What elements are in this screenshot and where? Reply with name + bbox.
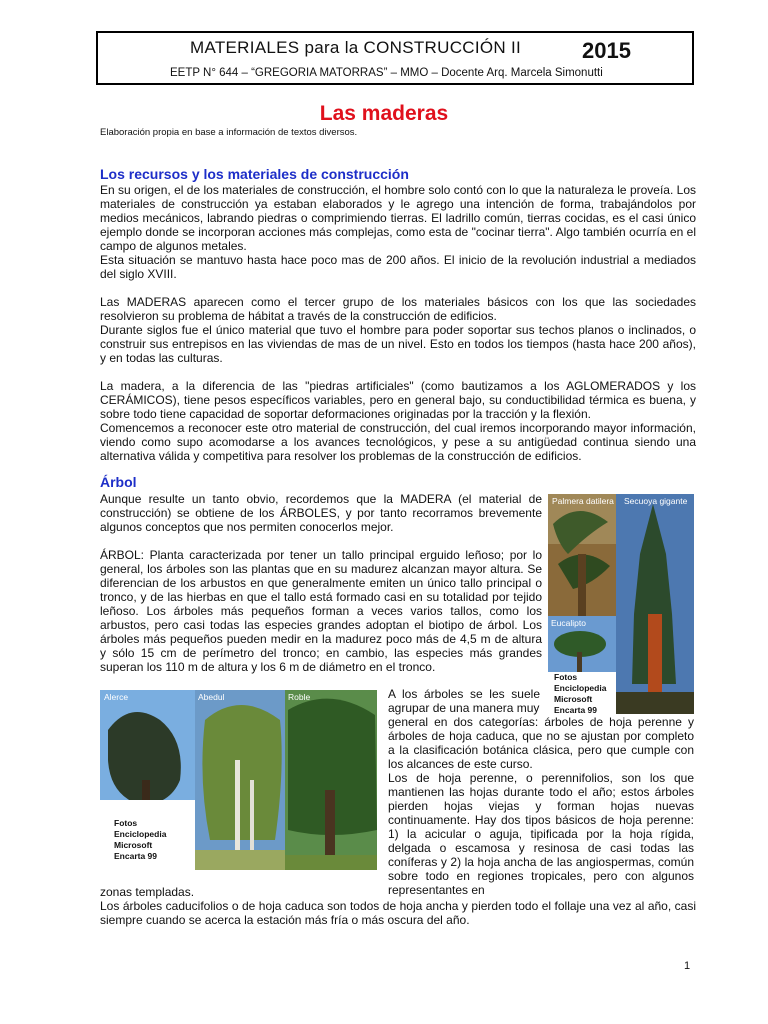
- paragraph: La madera, a la diferencia de las "piedras artificiales" (como bautizamos a los AGLOMERADOS y los CERÁMICOS), tiene pesos específicos variables, pero en general bajo, su conductibilidad térmica es buena, y sobre todo tiene capacidad de soportar deformaciones originadas por la tracción y la flexión.: [100, 379, 696, 421]
- section-heading-arbol: Árbol: [100, 474, 137, 490]
- source-note: Elaboración propia en base a información de textos diversos.: [100, 127, 358, 138]
- paragraph: general en dos categorías: árboles de hoja perenne y árboles de hoja caduca, que no se ajustan por completo a la clasificación botánica clásica, pero que cumple con los alcances de este curso.: [388, 715, 694, 771]
- photo-label: Secuoya gigante: [624, 496, 688, 506]
- tree-photo-strip: [100, 690, 377, 870]
- paragraph: En su origen, el de los materiales de construcción, el hombre solo contó con lo que la naturaleza le proveía. Los materiales de construcción ya estaban elaborados y le agrego una intención de forma, trabajándolos por medios mecánicos, labrando piedras o comprimiendo tierras. El ladrillo común, tierras cocidas, es el casi único ejemplo donde se incorporan acciones más complejas, como esta de "cocinar tierra". Algo también ocurría en el campo de algunos metales.: [100, 183, 696, 253]
- photo-label: Palmera datilera: [552, 496, 614, 506]
- photo-label: Abedul: [198, 692, 225, 702]
- paragraph: Comencemos a reconocer este otro material de construcción, del cual iremos incorporando mayor información, viendo como supo acomodarse a los avances tecnológicos, y pese a su antigüedad continua siendo una alternativa válida y competitiva para resolver los problemas de la construcción de edificios.: [100, 421, 696, 463]
- photo-label: Alerce: [104, 692, 129, 702]
- paragraph: Las MADERAS aparecen como el tercer grupo de los materiales básicos con los que las sociedades resolvieron su problema de hábitat a través de la construcción de edificios.: [100, 295, 696, 323]
- tree-photo-collage: [548, 494, 694, 714]
- paragraph: A los árboles se les suele agrupar de una manera muy: [388, 687, 540, 715]
- page-number: 1: [684, 960, 691, 972]
- paragraph: Los árboles caducifolios o de hoja caduca son todos de hoja ancha y pierden todo el follaje una vez al año, casi siempre cuando se acerca la estación más fría o más oscura del año.: [100, 899, 696, 927]
- photo-label: Eucalipto: [551, 618, 586, 628]
- header-box: [96, 31, 694, 85]
- year: 2015: [582, 38, 631, 63]
- paragraph: ÁRBOL: Planta caracterizada por tener un tallo principal erguido leñoso; por lo general, los árboles son las plantas que en su madurez alcanzan mayor altura. Se diferencian de los arbustos en que generalmente emiten un único tallo principal o tronco, y de las hierbas en que el tallo está formado casi en su totalidad por tejido leñoso. Los árboles más pequeños forman a veces varios tallos, como los arbustos, pero casi todas las especies grandes adoptan el biotipo de árbol. Los árboles más pequeños pueden medir en la madurez poco más de 4,5 m de altura y sólo 15 cm de perímetro del tronco; en cambio, las especies más grandes superan los 110 m de altura y los 6 m de diámetro en el tronco.: [100, 548, 542, 674]
- paragraph: Los de hoja perenne, o perennifolios, son los que mantienen las hojas durante todo el año; estos árboles pierden hojas viejas y forman hojas nuevas continuamente. Hay dos tipos básicos de hoja perenne: 1) la acicular o aguja, tipificada por la hoja rígida, delgada o escamosa y resinosa de casi todas las coníferas y 2) la hoja ancha de las angiospermas, común sobre todo en regiones tropicales, pero con algunos representantes en: [388, 771, 694, 897]
- document-title: Las maderas: [319, 102, 449, 125]
- paragraph: Durante siglos fue el único material que tuvo el hombre para poder soportar sus techos planos o inclinados, o construir sus entrepisos en las viviendas de mas de un nivel. Esto en todos los tiempos (hasta hace 200 años), y en todas las culturas.: [100, 323, 696, 365]
- photo-caption: Fotos Enciclopedia Microsoft Encarta 99: [114, 818, 167, 861]
- paragraph: zonas templadas.: [100, 885, 195, 899]
- course-subtitle: EETP N° 644 – “GREGORIA MATORRAS” – MMO – Docente Arq. Marcela Simonutti: [170, 67, 603, 79]
- photo-caption: Fotos Enciclopedia Microsoft Encarta 99: [554, 672, 607, 714]
- course-title: MATERIALES para la CONSTRUCCIÓN II: [190, 38, 522, 57]
- paragraph: Aunque resulte un tanto obvio, recordemos que la MADERA (el material de construcción) se obtiene de los ÁRBOLES, y por tanto recorramos brevemente algunos conceptos que nos permiten conocerlos mejor.: [100, 492, 542, 534]
- paragraph: Esta situación se mantuvo hasta hace poco mas de 200 años. El inicio de la revolución industrial a mediados del siglo XVIII.: [100, 253, 696, 281]
- photo-label: Roble: [288, 692, 311, 702]
- section-heading-recursos: Los recursos y los materiales de construcción: [100, 166, 409, 182]
